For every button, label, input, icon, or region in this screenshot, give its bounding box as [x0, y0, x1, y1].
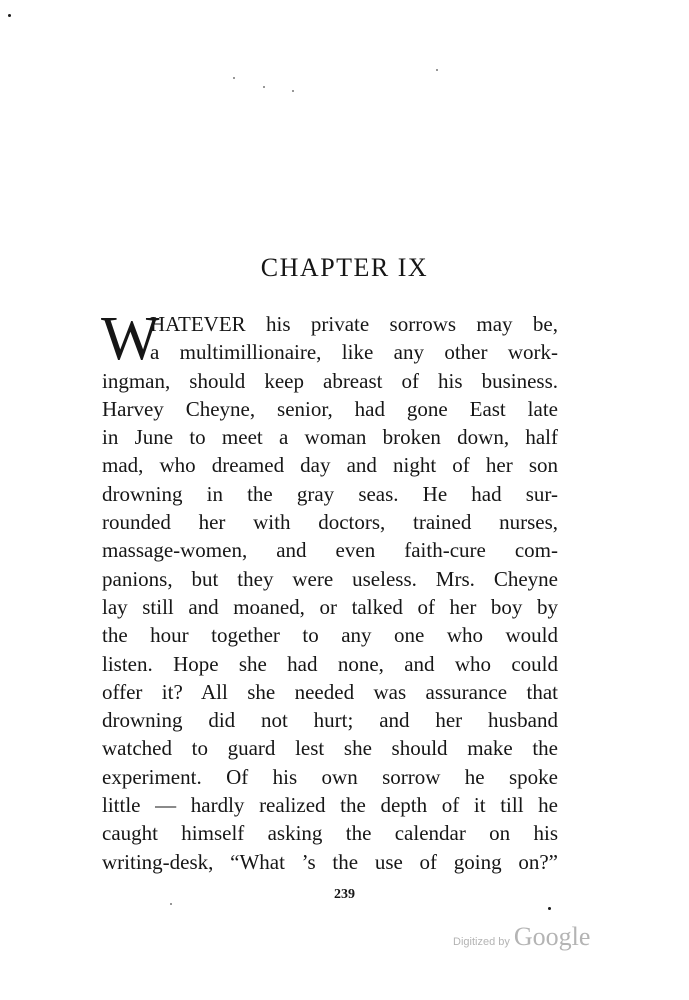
google-logo: Google [513, 922, 591, 951]
scan-speck [8, 14, 11, 17]
text-line: drowning did not hurt; and her husband [102, 708, 558, 733]
text-line: caught himself asking the calendar on his [102, 821, 558, 846]
text-line: ingman, should keep abreast of his business. [102, 368, 558, 393]
scan-speck [436, 69, 438, 71]
scan-speck [292, 90, 294, 92]
watermark-prefix: Digitized by [453, 936, 510, 948]
scan-speck [233, 77, 235, 79]
text-line: massage-women, and even faith-cure com- [102, 538, 558, 563]
text-line: a multimillionaire, like any other work- [150, 340, 558, 365]
text-line: offer it? All she needed was assurance that [102, 679, 558, 704]
text-line: little — hardly realized the depth of it till he [102, 793, 558, 818]
text-line: panions, but they were useless. Mrs. Cheyne [102, 566, 558, 591]
text-line: the hour together to any one who would [102, 623, 558, 648]
scan-speck [548, 907, 551, 910]
page-number: 239 [334, 887, 355, 902]
text-line: rounded her with doctors, trained nurses, [102, 510, 558, 535]
chapter-text [101, 305, 558, 876]
scan-speck [170, 903, 172, 905]
text-line: in June to meet a woman broken down, half [102, 425, 558, 450]
text-line: lay still and moaned, or talked of her boy by [102, 594, 558, 619]
text-line: writing-desk, “What ’s the use of going on?” [102, 849, 558, 874]
text-line: listen. Hope she had none, and who could [102, 651, 558, 676]
scan-speck [263, 86, 265, 88]
digitized-by-google-watermark [453, 922, 590, 952]
text-line: experiment. Of his own sorrow he spoke [102, 764, 558, 789]
text-line: HATEVER his private sorrows may be, [150, 312, 558, 336]
text-line: drowning in the gray seas. He had sur- [102, 481, 558, 506]
chapter-title: CHAPTER IX [260, 253, 429, 282]
text-line: Harvey Cheyne, senior, had gone East late [102, 396, 558, 421]
text-line: mad, who dreamed day and night of her son [102, 453, 558, 478]
drop-cap: W [101, 305, 160, 373]
text-line: watched to guard lest she should make the [102, 736, 558, 761]
